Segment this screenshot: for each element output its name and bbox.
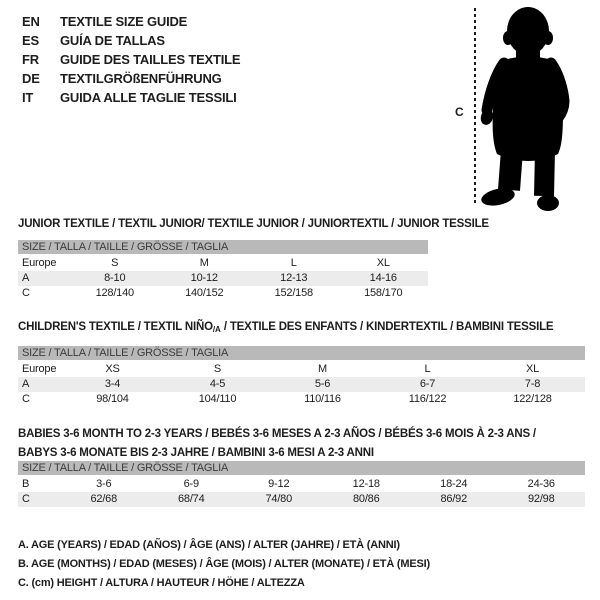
cell: S — [213, 363, 222, 375]
cell: Europe — [22, 257, 57, 269]
language-list — [22, 12, 240, 107]
cell: 6-9 — [183, 478, 199, 490]
table-band-row — [18, 346, 585, 361]
table-row — [18, 377, 585, 392]
children-section-title — [18, 321, 553, 334]
legend-line-a: A. AGE (YEARS) / EDAD (AÑOS) / ÂGE (ANS) / ALTER (JAHRE) / ETÀ (ANNI) — [18, 539, 400, 551]
cell: 158/170 — [364, 287, 403, 299]
cell: 3-4 — [60, 377, 165, 392]
language-row-it — [22, 88, 240, 107]
cell: C — [18, 492, 60, 507]
height-measure-dashed-line — [474, 8, 476, 206]
language-code: EN — [22, 14, 40, 29]
language-label: GUÍA DE TALLAS — [60, 33, 165, 48]
cell: 74/80 — [235, 492, 323, 507]
cell: A — [18, 271, 70, 286]
junior-size-table — [18, 240, 428, 301]
language-row-de — [22, 69, 240, 88]
cell: 10-12 — [160, 271, 250, 286]
cell: 68/74 — [148, 492, 236, 507]
language-label: TEXTILE SIZE GUIDE — [60, 14, 188, 29]
children-title-pre: CHILDREN'S TEXTILE / TEXTIL NIÑO — [18, 321, 213, 333]
table-row — [18, 271, 428, 286]
language-label: GUIDA ALLE TAGLIE TESSILI — [60, 90, 237, 105]
table-row — [18, 476, 585, 492]
table-row — [18, 392, 585, 407]
cell: 152/158 — [274, 287, 313, 299]
size-band-label: SIZE / TALLA / TAILLE / GRÖSSE / TAGLIA — [18, 346, 585, 361]
cell: B — [22, 478, 30, 490]
size-band-label: SIZE / TALLA / TAILLE / GRÖSSE / TAGLIA — [18, 240, 428, 255]
legend-line-c: C. (cm) HEIGHT / ALTURA / HAUTEUR / HÖHE / ALTEZZA — [18, 577, 305, 589]
babies-title-line1: BABIES 3-6 MONTH TO 2-3 YEARS / BEBÉS 3-6 MESES A 2-3 AÑOS / BÉBÉS 3-6 MOIS À 2-3 ANS / — [18, 428, 536, 440]
children-title-subscript: /A — [212, 325, 221, 334]
babies-size-table — [18, 461, 585, 507]
legend-line-b: B. AGE (MONTHS) / EDAD (MESES) / ÂGE (MOIS) / ALTER (MONATE) / ETÀ (MESI) — [18, 558, 430, 570]
language-code: IT — [22, 90, 34, 105]
table-row — [18, 492, 585, 507]
cell: 9-12 — [268, 478, 290, 490]
language-code: FR — [22, 52, 39, 67]
babies-section-title — [18, 425, 536, 463]
cell: 4-5 — [165, 377, 270, 392]
cell: L — [290, 257, 297, 269]
language-row-fr — [22, 50, 240, 69]
cell: 6-7 — [375, 377, 480, 392]
cell: 140/152 — [185, 287, 224, 299]
children-title-post: / TEXTILE DES ENFANTS / KINDERTEXTIL / BAMBINI TESSILE — [220, 321, 554, 333]
language-row-es — [22, 31, 240, 50]
cell: A — [18, 377, 60, 392]
cell: 122/128 — [513, 393, 552, 405]
babies-title-line2: BABYS 3-6 MONATE BIS 2-3 JAHRE / BAMBINI 3-6 MESI A 2-3 ANNI — [18, 447, 374, 459]
language-code: ES — [22, 33, 39, 48]
cell: XS — [105, 363, 120, 375]
cell: 80/86 — [323, 492, 411, 507]
table-row — [18, 286, 428, 301]
table-band-row — [18, 461, 585, 476]
table-band-row — [18, 240, 428, 255]
cell: 18-24 — [440, 478, 468, 490]
language-label: GUIDE DES TAILLES TEXTILE — [60, 52, 241, 67]
cell: 98/104 — [96, 393, 129, 405]
cell: 7-8 — [480, 377, 585, 392]
cell: 24-36 — [527, 478, 555, 490]
cell: 5-6 — [270, 377, 375, 392]
cell: L — [424, 363, 431, 375]
cell: C — [22, 393, 30, 405]
cell: M — [199, 257, 209, 269]
language-code: DE — [22, 71, 40, 86]
cell: 92/98 — [498, 492, 586, 507]
cell: 86/92 — [410, 492, 498, 507]
language-row-en — [22, 12, 240, 31]
measurement-legend — [18, 536, 430, 593]
cell: XL — [376, 257, 390, 269]
cell: XL — [525, 363, 540, 375]
cell: S — [111, 257, 119, 269]
cell: 104/110 — [198, 393, 237, 405]
size-band-label: SIZE / TALLA / TAILLE / GRÖSSE / TAGLIA — [18, 461, 585, 476]
cell: 12-18 — [352, 478, 380, 490]
cell: Europe — [22, 363, 57, 375]
toddler-silhouette-icon — [480, 4, 598, 214]
cell: 128/140 — [95, 287, 134, 299]
children-size-table — [18, 346, 585, 407]
cell: 62/68 — [60, 492, 148, 507]
cell: M — [318, 363, 327, 375]
cell: 116/122 — [408, 393, 447, 405]
cell: 12-13 — [249, 271, 339, 286]
table-row — [18, 255, 428, 271]
cell: 14-16 — [339, 271, 429, 286]
language-label: TEXTILGRÖßENFÜHRUNG — [60, 71, 222, 86]
table-row — [18, 361, 585, 377]
cell: 8-10 — [70, 271, 160, 286]
junior-section-title: JUNIOR TEXTILE / TEXTIL JUNIOR/ TEXTILE JUNIOR / JUNIORTEXTIL / JUNIOR TESSILE — [18, 218, 489, 230]
cell: 110/116 — [304, 393, 341, 405]
cell: 3-6 — [96, 478, 112, 490]
height-measure-label: C — [455, 105, 464, 119]
cell: C — [22, 287, 30, 299]
